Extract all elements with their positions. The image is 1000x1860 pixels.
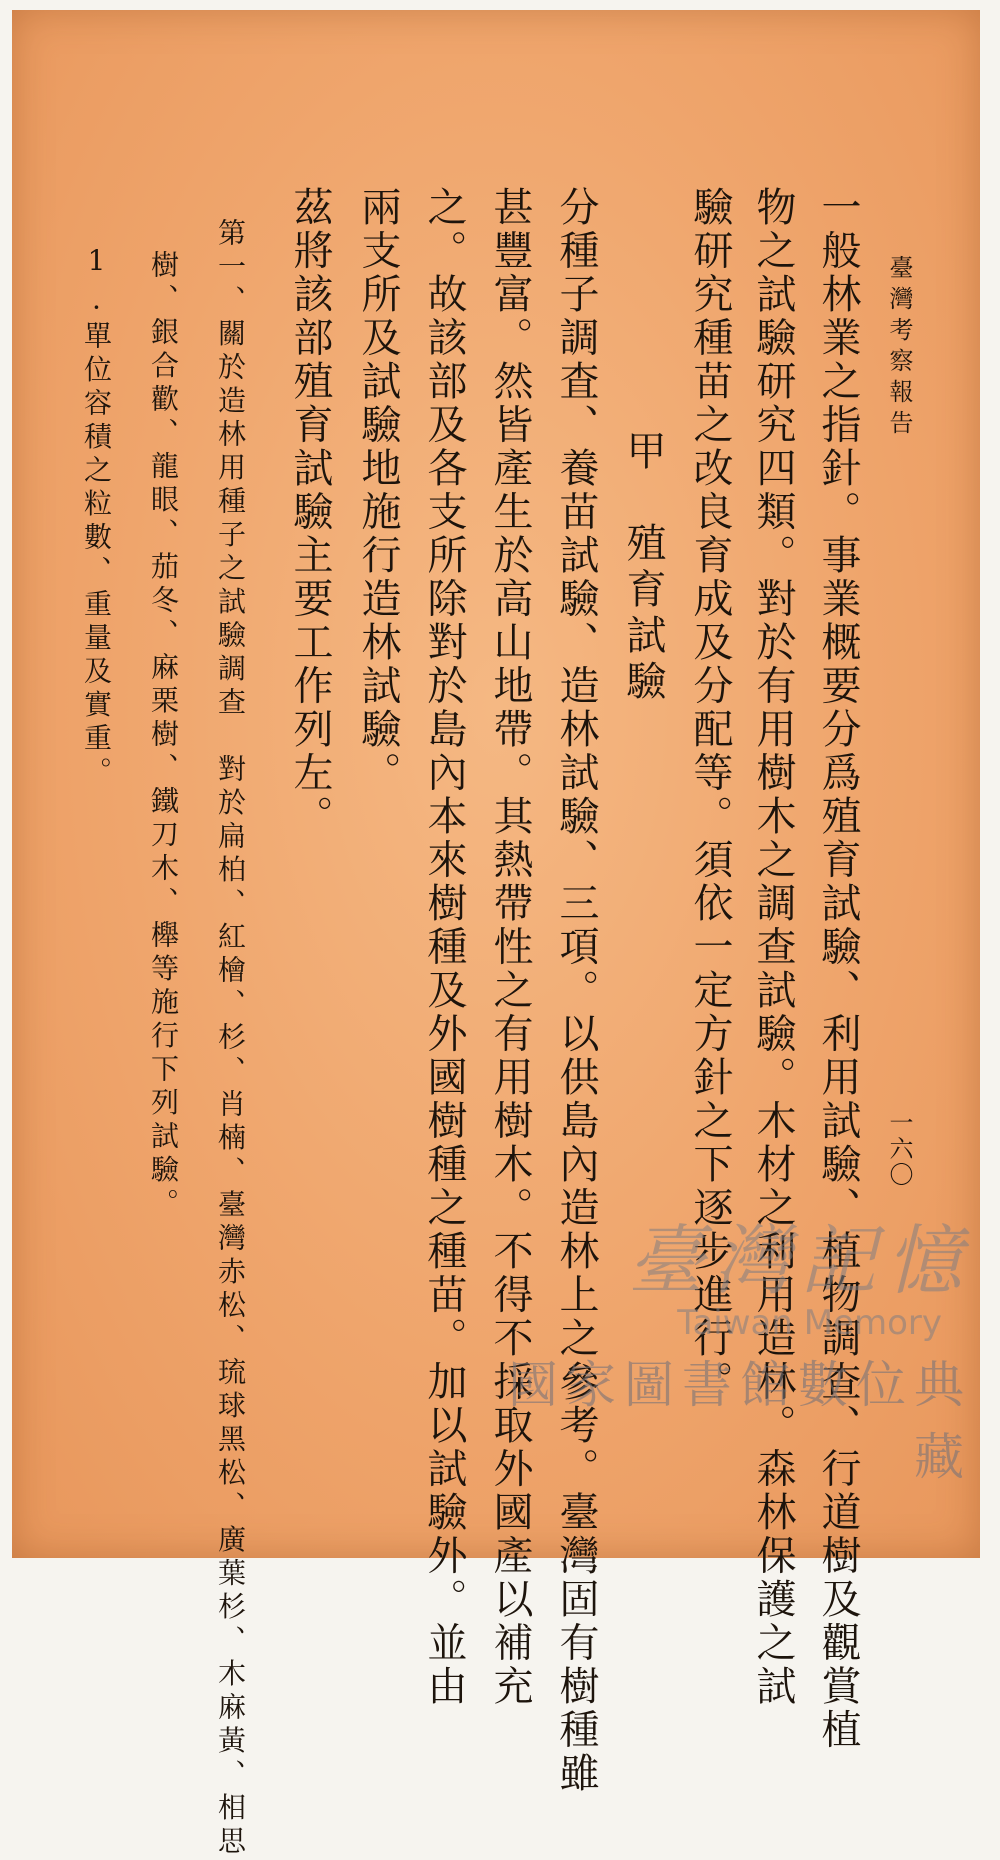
page-number: 一六〇 — [885, 1110, 913, 1188]
text-column-1: 一般林業之指針。事業概要分爲殖育試驗、利用試驗、植物調查、行道樹及觀賞植 — [815, 186, 861, 1752]
small-text-column-1: 第一、關於造林用種子之試驗調查 對於扁柏、紅檜、杉、肖楠、臺灣赤松、琉球黑松、廣葉杉、木麻黃、相思 — [214, 218, 247, 1860]
text-column-7: 之。故該部及各支所除對於島內本來樹種及外國樹種之種苗。加以試驗外。並由 — [421, 186, 467, 1709]
text-column-3: 驗研究種苗之改良育成及分配等。須依一定方針之下逐步進行。 — [687, 186, 733, 1404]
text-column-5: 分種子調査、養苗試驗、造林試驗、三項。以供島內造林上之參考。臺灣固有樹種雖 — [553, 186, 599, 1796]
small-text-column-3: 1.單位容積之粒數、重量及實重。 — [80, 244, 113, 790]
running-header: 臺灣考察報告 — [885, 255, 913, 441]
text-column-6: 甚豐富。然皆產生於高山地帶。其熱帶性之有用樹木。不得不採取外國產以補充 — [487, 186, 533, 1709]
small-text-column-2: 樹、銀合歡、龍眼、茄冬、麻栗樹、鐵刀木、櫸等施行下列試驗。 — [147, 250, 180, 1222]
watermark-english: Taiwan Memory — [677, 1303, 942, 1343]
text-column-9: 茲將該部殖育試驗主要工作列左。 — [287, 186, 333, 839]
text-column-8: 兩支所及試驗地施行造林試驗。 — [355, 186, 401, 795]
section-heading: 甲 殖育試驗 — [620, 430, 666, 706]
watermark-library: 國家圖書館數位典藏 — [508, 1356, 972, 1486]
text-column-2: 物之試驗研究四類。對於有用樹木之調查試驗。木材之利用造林。森林保護之試 — [750, 186, 796, 1709]
watermark — [452, 1200, 972, 1489]
book-page — [12, 10, 980, 1860]
watermark-chinese: 臺灣記憶 — [628, 1216, 972, 1305]
